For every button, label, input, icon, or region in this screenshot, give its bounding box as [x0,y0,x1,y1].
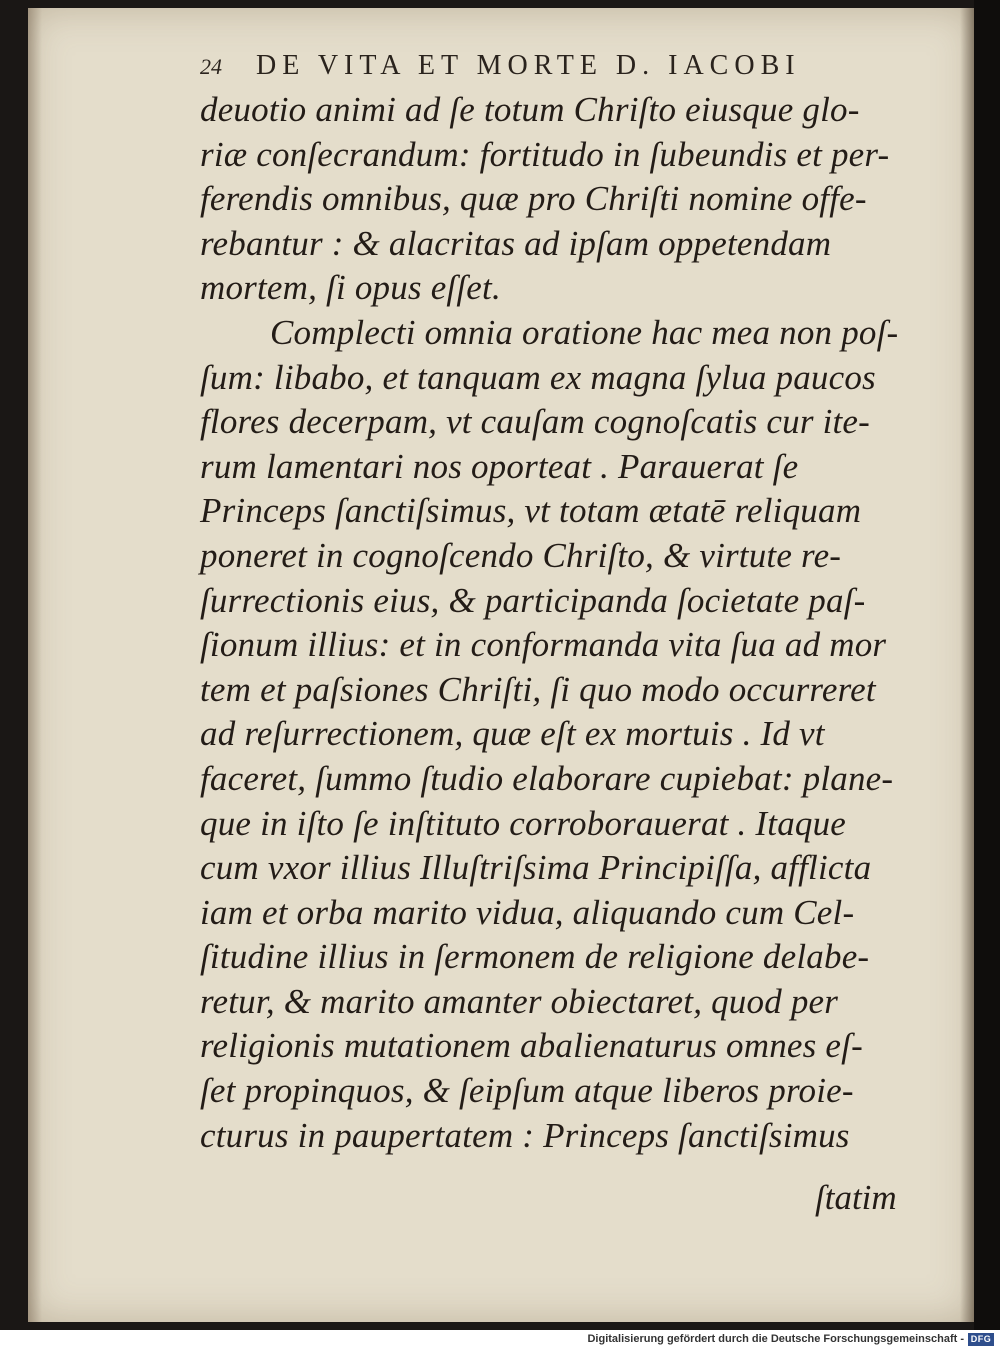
text-line: ſionum illius: et in conformanda vita ſua ad mor [200,625,887,665]
text-line: tem et paſsiones Chriſti, ſi quo modo occurreret [200,669,876,709]
text-line: ferendis omnibus, quæ pro Chriſti nomine offe- [200,179,867,219]
text-line: deuotio animi ad ſe totum Chriſto eiusque glo- [200,90,860,129]
catchword: ſtatim [815,1178,897,1217]
text-line: religionis mutationem abalienaturus omnes eſ- [200,1026,863,1066]
page-gutter-shadow [28,8,42,1322]
scan-border [974,0,1000,1330]
text-line: cum vxor illius Illuſtriſsima Principiſſa, afflicta [200,848,872,888]
funding-credit: Digitalisierung gefördert durch die Deutsche Forschungsgemeinschaft - [587,1333,964,1345]
text-line: iam et orba marito vidua, aliquando cum Cel- [200,892,855,932]
text-line: ſet propinquos, & ſeipſum atque liberos proie- [200,1071,854,1111]
text-line: retur, & marito amanter obiectaret, quod per [200,981,839,1021]
text-line: ſitudine illius in ſermonem de religione delabe- [200,937,870,977]
text-line: ſum: libabo, et tanquam ex magna ſylua paucos [200,357,876,397]
text-line: rum lamentari nos oporteat . Parauerat ſe [200,446,799,486]
running-head [200,50,860,86]
text-line: ad reſurrectionem, quæ eſt ex mortuis . Id vt [200,714,825,754]
text-line: que in iſto ſe inſtituto corroborauerat . Itaque [200,803,847,843]
text-line: Princeps ſanctiſsimus, vt totam ætatē reliquam [200,491,862,531]
text-line: riæ conſecrandum: fortitudo in ſubeundis et per- [200,134,890,174]
paragraph-start-line: Complecti omnia oratione hac mea non poſ- [270,312,899,352]
text-line: rebantur : & alacritas ad ipſam oppetendam [200,223,832,263]
text-line: faceret, ſummo ſtudio elaborare cupiebat: plane- [200,758,894,798]
text-line: ſurrectionis eius, & participanda ſocietate paſ- [200,580,866,620]
digitization-footer [0,1330,1000,1350]
text-line: cturus in paupertatem : Princeps ſanctiſsimus [200,1115,850,1155]
running-head-title: DE VITA ET MORTE D. IACOBI [256,50,801,81]
text-line: flores decerpam, vt cauſam cognoſcatis cur ite- [200,402,871,442]
page-number: 24 [200,54,222,79]
text-line: mortem, ſi opus eſſet. [200,268,501,308]
text-line: poneret in cognoſcendo Chriſto, & virtute re- [200,535,842,575]
body-text [198,88,928,1158]
dfg-logo: DFG [968,1333,994,1346]
page-edge-shadow [960,8,974,1322]
